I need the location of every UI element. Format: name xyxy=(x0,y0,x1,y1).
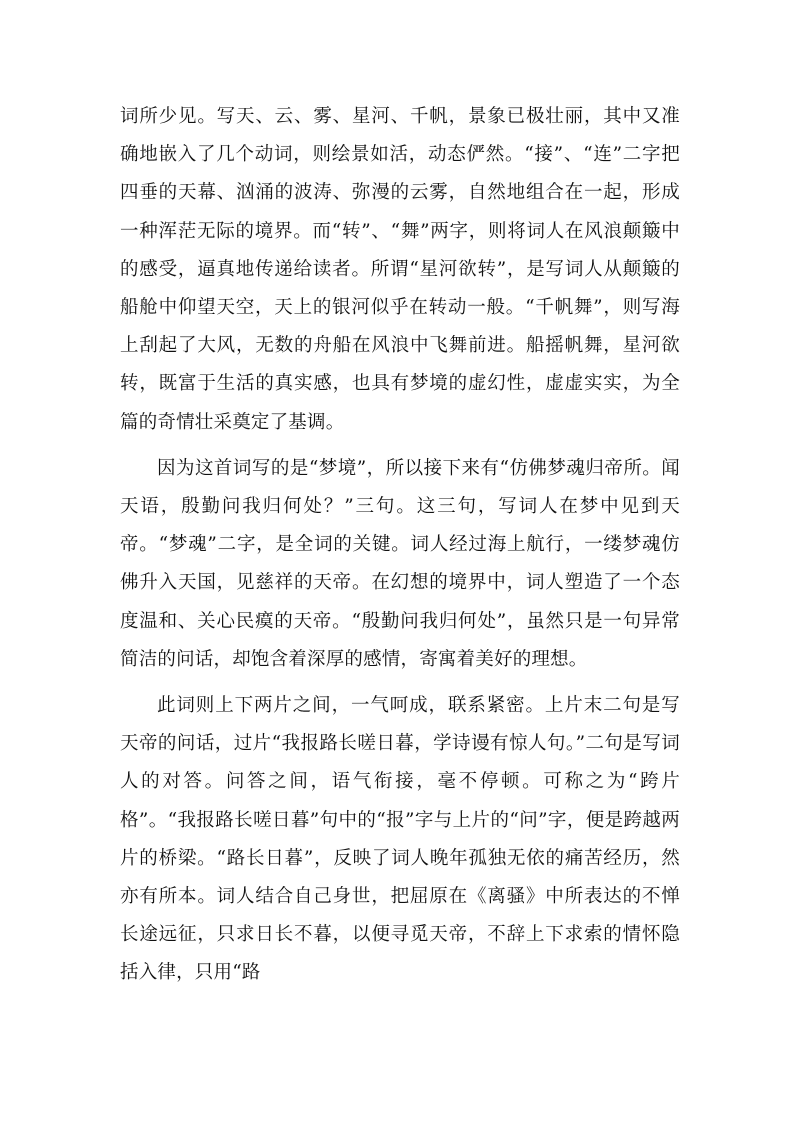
document-body xyxy=(120,98,680,1001)
paragraph-2: 因为这首词写的是“梦境”，所以接下来有“仿佛梦魂归帝所。闻天语，殷勤问我归何处？”三句。这三句，写词人在梦中见到天帝。“梦魂”二字，是全词的关键。词人经过海上航行，一缕梦魂仿佛升入天国，见慈祥的天帝。在幻想的境界中，词人塑造了一个态度温和、关心民瘼的天帝。“殷勤问我归何处”，虽然只是一句异常简洁的问话，却饱含着深厚的感情，寄寓着美好的理想。 xyxy=(120,457,680,670)
paragraph-1: 词所少见。写天、云、雾、星河、千帆，景象已极壮丽，其中又准确地嵌入了几个动词，则绘景如活，动态俨然。“接”、“连”二字把四垂的天幕、汹涌的波涛、弥漫的云雾，自然地组合在一起，形成一种浑茫无际的境界。而“转”、“舞”两字，则将词人在风浪颠簸中的感受，逼真地传递给读者。所谓“星河欲转”，是写词人从颠簸的船舱中仰望天空，天上的银河似乎在转动一般。“千帆舞”，则写海上刮起了大风，无数的舟船在风浪中飞舞前进。船摇帆舞，星河欲转，既富于生活的真实感，也具有梦境的虚幻性，虚虚实实，为全篇的奇情壮采奠定了基调。 xyxy=(120,106,680,433)
paragraph-3: 此词则上下两片之间，一气呵成，联系紧密。上片末二句是写天帝的问话，过片“我报路长嗟日暮，学诗谩有惊人句。”二句是写词人的对答。问答之间，语气衔接，毫不停顿。可称之为“跨片格”。“我报路长嗟日暮”句中的“报”字与上片的“问”字，便是跨越两片的桥梁。“路长日暮”，反映了词人晚年孤独无依的痛苦经历，然亦有所本。词人结合自己身世，把屈原在《离骚》中所表达的不惮长途远征，只求日长不暮，以便寻觅天帝，不辞上下求索的情怀隐括入律，只用“路 xyxy=(120,695,680,984)
